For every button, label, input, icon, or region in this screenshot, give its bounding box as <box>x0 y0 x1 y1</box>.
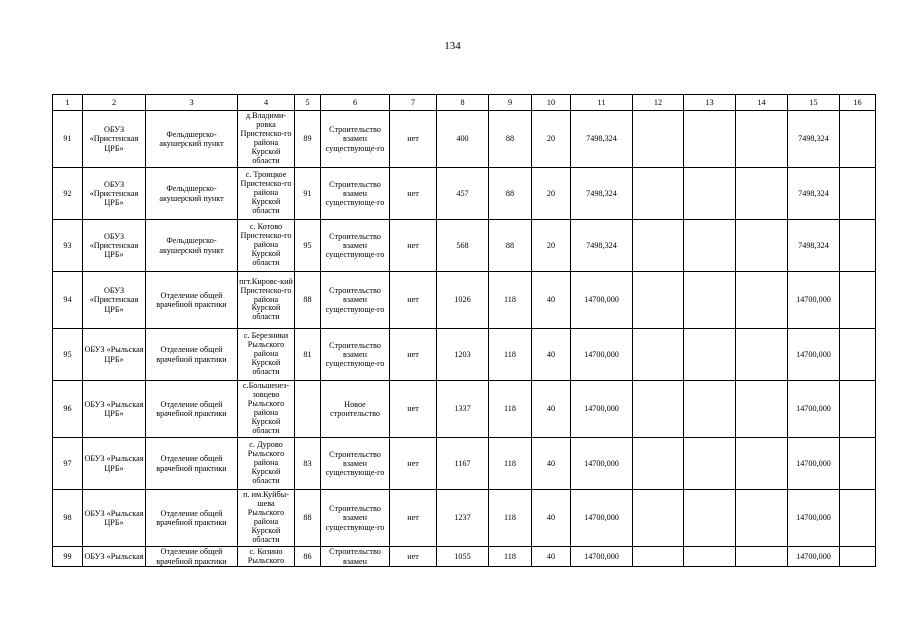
header-cell: 4 <box>238 95 295 111</box>
column-13-cell <box>684 220 736 272</box>
column-12-cell <box>633 272 684 329</box>
column-14-cell <box>736 381 788 438</box>
column-12-cell <box>633 329 684 381</box>
locality-cell: пгт.Кировс-кий Пристенско-го района Курской области <box>238 272 295 329</box>
column-12-cell <box>633 168 684 220</box>
column-8-cell: 1237 <box>437 490 489 547</box>
locality-cell: д.Владими-ровка Пристенско-го района Курской области <box>238 111 295 168</box>
row-number-cell: 97 <box>53 438 83 490</box>
column-16-cell <box>840 329 876 381</box>
column-8-cell: 1203 <box>437 329 489 381</box>
column-12-cell <box>633 490 684 547</box>
column-10-cell: 40 <box>532 381 571 438</box>
header-cell: 6 <box>321 95 390 111</box>
table-row <box>53 168 876 220</box>
column-7-cell: нет <box>390 381 437 438</box>
column-14-cell <box>736 220 788 272</box>
organization-cell: ОБУЗ «Пристенская ЦРБ» <box>83 111 146 168</box>
header-cell: 12 <box>633 95 684 111</box>
row-number-cell: 98 <box>53 490 83 547</box>
column-9-cell: 118 <box>489 272 532 329</box>
column-13-cell <box>684 547 736 567</box>
column-10-cell: 20 <box>532 168 571 220</box>
table-body <box>53 95 876 567</box>
work-type-cell: Строительство взамен существующе-го <box>321 329 390 381</box>
column-15-cell: 14700,000 <box>788 547 840 567</box>
table-row <box>53 381 876 438</box>
table-row <box>53 220 876 272</box>
organization-cell: ОБУЗ «Рыльская <box>83 547 146 567</box>
facility-type-cell: Фельдшерско-акушерский пункт <box>146 220 238 272</box>
header-cell: 1 <box>53 95 83 111</box>
column-15-cell: 14700,000 <box>788 381 840 438</box>
column-15-cell: 7498,324 <box>788 220 840 272</box>
column-8-cell: 1167 <box>437 438 489 490</box>
column-8-cell: 400 <box>437 111 489 168</box>
column-11-cell: 14700,000 <box>571 490 633 547</box>
column-11-cell: 7498,324 <box>571 111 633 168</box>
header-cell: 16 <box>840 95 876 111</box>
facility-type-cell: Отделение общей врачебной практики <box>146 329 238 381</box>
column-14-cell <box>736 272 788 329</box>
column-16-cell <box>840 381 876 438</box>
table-row <box>53 272 876 329</box>
work-type-cell: Строительство взамен существующе-го <box>321 272 390 329</box>
locality-cell: с. Козино Рыльского <box>238 547 295 567</box>
facility-type-cell: Фельдшерско-акушерский пункт <box>146 168 238 220</box>
column-13-cell <box>684 329 736 381</box>
header-cell: 9 <box>489 95 532 111</box>
column-15-cell: 14700,000 <box>788 490 840 547</box>
column-13-cell <box>684 381 736 438</box>
column-5-cell: 81 <box>295 329 321 381</box>
column-11-cell: 14700,000 <box>571 438 633 490</box>
row-number-cell: 91 <box>53 111 83 168</box>
header-cell: 5 <box>295 95 321 111</box>
column-9-cell: 118 <box>489 438 532 490</box>
work-type-cell: Строительство взамен существующе-го <box>321 220 390 272</box>
header-cell: 7 <box>390 95 437 111</box>
organization-cell: ОБУЗ «Рыльская ЦРБ» <box>83 329 146 381</box>
column-8-cell: 568 <box>437 220 489 272</box>
header-cell: 15 <box>788 95 840 111</box>
row-number-cell: 95 <box>53 329 83 381</box>
column-9-cell: 88 <box>489 168 532 220</box>
column-9-cell: 118 <box>489 381 532 438</box>
page-number: 134 <box>444 40 461 52</box>
column-16-cell <box>840 220 876 272</box>
column-7-cell: нет <box>390 438 437 490</box>
column-12-cell <box>633 381 684 438</box>
column-7-cell: нет <box>390 272 437 329</box>
column-9-cell: 118 <box>489 547 532 567</box>
table-row <box>53 547 876 567</box>
column-9-cell: 118 <box>489 329 532 381</box>
column-11-cell: 14700,000 <box>571 329 633 381</box>
table-row <box>53 329 876 381</box>
column-5-cell <box>295 381 321 438</box>
column-10-cell: 40 <box>532 438 571 490</box>
work-type-cell: Строительство взамен существующе-го <box>321 490 390 547</box>
column-14-cell <box>736 490 788 547</box>
column-16-cell <box>840 111 876 168</box>
column-8-cell: 1055 <box>437 547 489 567</box>
column-9-cell: 88 <box>489 220 532 272</box>
column-16-cell <box>840 168 876 220</box>
table-row <box>53 438 876 490</box>
header-cell: 11 <box>571 95 633 111</box>
column-10-cell: 20 <box>532 220 571 272</box>
locality-cell: с. Березники Рыльского района Курской области <box>238 329 295 381</box>
header-cell: 13 <box>684 95 736 111</box>
column-7-cell: нет <box>390 168 437 220</box>
column-9-cell: 88 <box>489 111 532 168</box>
row-number-cell: 99 <box>53 547 83 567</box>
column-9-cell: 118 <box>489 490 532 547</box>
column-14-cell <box>736 329 788 381</box>
header-cell: 3 <box>146 95 238 111</box>
column-14-cell <box>736 111 788 168</box>
column-8-cell: 1337 <box>437 381 489 438</box>
facility-type-cell: Фельдшерско-акушерский пункт <box>146 111 238 168</box>
work-type-cell: Строительство взамен существующе-го <box>321 111 390 168</box>
column-10-cell: 40 <box>532 490 571 547</box>
column-11-cell: 7498,324 <box>571 168 633 220</box>
column-10-cell: 40 <box>532 329 571 381</box>
column-12-cell <box>633 547 684 567</box>
column-5-cell: 88 <box>295 272 321 329</box>
column-16-cell <box>840 547 876 567</box>
column-7-cell: нет <box>390 329 437 381</box>
locality-cell: п. им.Куйбы-шева Рыльского района Курской области <box>238 490 295 547</box>
column-5-cell: 88 <box>295 490 321 547</box>
column-12-cell <box>633 438 684 490</box>
organization-cell: ОБУЗ «Пристенская ЦРБ» <box>83 220 146 272</box>
facility-type-cell: Отделение общей врачебной практики <box>146 438 238 490</box>
facility-type-cell: Отделение общей врачебной практики <box>146 547 238 567</box>
work-type-cell: Строительство взамен существующе-го <box>321 438 390 490</box>
locality-cell: с. Дурово Рыльского района Курской области <box>238 438 295 490</box>
facility-type-cell: Отделение общей врачебной практики <box>146 381 238 438</box>
header-cell: 2 <box>83 95 146 111</box>
table-row <box>53 490 876 547</box>
locality-cell: с.Большенез-зовцево Рыльского района Курской области <box>238 381 295 438</box>
column-16-cell <box>840 490 876 547</box>
column-10-cell: 40 <box>532 547 571 567</box>
column-13-cell <box>684 111 736 168</box>
column-5-cell: 86 <box>295 547 321 567</box>
organization-cell: ОБУЗ «Пристенская ЦРБ» <box>83 168 146 220</box>
column-5-cell: 83 <box>295 438 321 490</box>
column-14-cell <box>736 438 788 490</box>
column-15-cell: 14700,000 <box>788 272 840 329</box>
facility-type-cell: Отделение общей врачебной практики <box>146 490 238 547</box>
column-14-cell <box>736 547 788 567</box>
header-cell: 8 <box>437 95 489 111</box>
work-type-cell: Строительство взамен <box>321 547 390 567</box>
column-11-cell: 7498,324 <box>571 220 633 272</box>
column-10-cell: 40 <box>532 272 571 329</box>
column-11-cell: 14700,000 <box>571 381 633 438</box>
column-7-cell: нет <box>390 490 437 547</box>
header-cell: 14 <box>736 95 788 111</box>
facility-type-cell: Отделение общей врачебной практики <box>146 272 238 329</box>
locality-cell: с. Троицкое Пристенско-го района Курской области <box>238 168 295 220</box>
organization-cell: ОБУЗ «Пристенская ЦРБ» <box>83 272 146 329</box>
table-row <box>53 111 876 168</box>
column-5-cell: 91 <box>295 168 321 220</box>
work-type-cell: Строительство взамен существующе-го <box>321 168 390 220</box>
column-12-cell <box>633 111 684 168</box>
column-13-cell <box>684 168 736 220</box>
column-5-cell: 95 <box>295 220 321 272</box>
row-number-cell: 93 <box>53 220 83 272</box>
column-7-cell: нет <box>390 220 437 272</box>
column-15-cell: 14700,000 <box>788 438 840 490</box>
header-row <box>53 95 876 111</box>
column-8-cell: 457 <box>437 168 489 220</box>
column-11-cell: 14700,000 <box>571 547 633 567</box>
column-13-cell <box>684 438 736 490</box>
column-13-cell <box>684 272 736 329</box>
row-number-cell: 96 <box>53 381 83 438</box>
column-12-cell <box>633 220 684 272</box>
organization-cell: ОБУЗ «Рыльская ЦРБ» <box>83 381 146 438</box>
locality-cell: с. Котово Пристенско-го района Курской области <box>238 220 295 272</box>
organization-cell: ОБУЗ «Рыльская ЦРБ» <box>83 490 146 547</box>
row-number-cell: 94 <box>53 272 83 329</box>
column-11-cell: 14700,000 <box>571 272 633 329</box>
data-table <box>52 94 876 567</box>
column-15-cell: 14700,000 <box>788 329 840 381</box>
column-16-cell <box>840 438 876 490</box>
organization-cell: ОБУЗ «Рыльская ЦРБ» <box>83 438 146 490</box>
row-number-cell: 92 <box>53 168 83 220</box>
column-15-cell: 7498,324 <box>788 168 840 220</box>
column-7-cell: нет <box>390 111 437 168</box>
column-13-cell <box>684 490 736 547</box>
column-16-cell <box>840 272 876 329</box>
column-10-cell: 20 <box>532 111 571 168</box>
column-5-cell: 89 <box>295 111 321 168</box>
work-type-cell: Новое строительство <box>321 381 390 438</box>
column-15-cell: 7498,324 <box>788 111 840 168</box>
column-8-cell: 1026 <box>437 272 489 329</box>
column-7-cell: нет <box>390 547 437 567</box>
column-14-cell <box>736 168 788 220</box>
header-cell: 10 <box>532 95 571 111</box>
